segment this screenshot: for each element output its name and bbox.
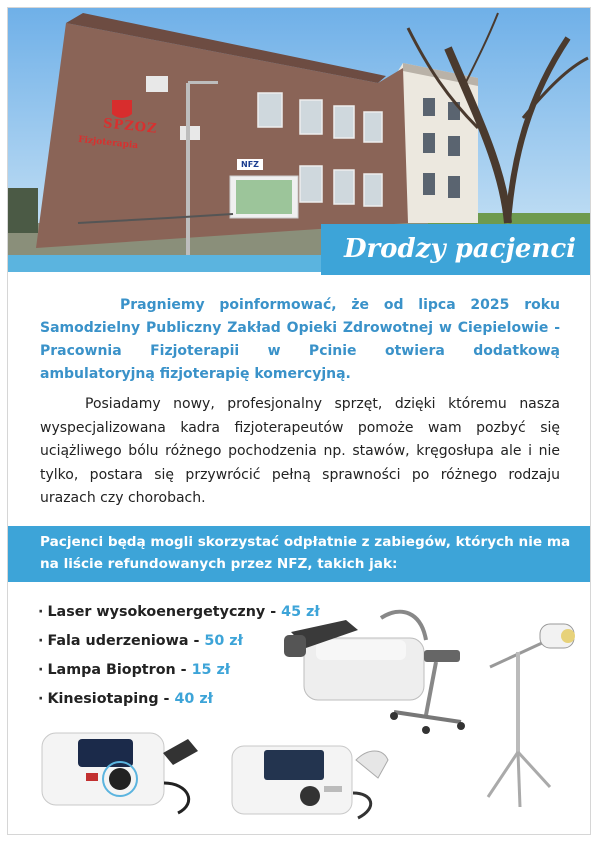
building-sign-sub: Fizjoterapia [77,134,139,152]
bullet-icon: · [38,662,44,678]
treatment-price: 45 zł [281,604,320,620]
treatment-price: 50 zł [204,633,243,649]
bullet-icon: · [38,633,44,649]
shockwave-device-2 [228,738,398,823]
notice-text: Pacjenci będą mogli skorzystać odpłatnie z zabiegów, których nie ma na liście refundowanych przez NFZ, takich jak: [40,534,571,572]
treatment-price: 40 zł [174,691,213,707]
treatment-sep: - [158,691,175,707]
laser-device [276,600,476,735]
flyer [7,7,591,835]
treatment-sep: - [188,633,205,649]
shockwave-device [38,723,208,823]
building-sign: SPZOZ [102,116,159,137]
page-title: Drodzy pacjenci [343,234,577,264]
bioptron-lamp [480,612,580,812]
treatment-name: Laser wysokoenergetyczny [47,604,266,620]
nfz-sign: NFZ [237,159,263,170]
treatment-name: Lampa Bioptron [47,662,176,678]
bullet-icon: · [38,691,44,707]
treatment-name: Kinesiotaping [47,691,159,707]
treatment-name: Fala uderzeniowa [47,633,189,649]
treatment-price: 15 zł [191,662,231,678]
bullet-icon: · [38,604,44,620]
treatment-sep: - [175,662,192,678]
treatment-sep: - [265,604,282,620]
intro-body: Posiadamy nowy, profesjonalny sprzęt, dzięki któremu nasza wyspecjalizowana kadra fizjoterapeutów pomoże wam pozbyć się uciążliwego bólu różnego pochodzenia np. stawów, kręgosłupa ale i nie tylko, postara się przywrócić pełną sprawności po różnego rodzaju urazach czy chorobach. [40,396,560,506]
intro-lead: Pragniemy poinformować, że od lipca 2025 roku Samodzielny Publiczny Zakład Opieki Zdrowotnej w Ciepielowie - Pracownia Fizjoterapii w Pcinie otwiera dodatkową ambulatoryjną fizjoterapię komercyjną. [40,297,560,382]
